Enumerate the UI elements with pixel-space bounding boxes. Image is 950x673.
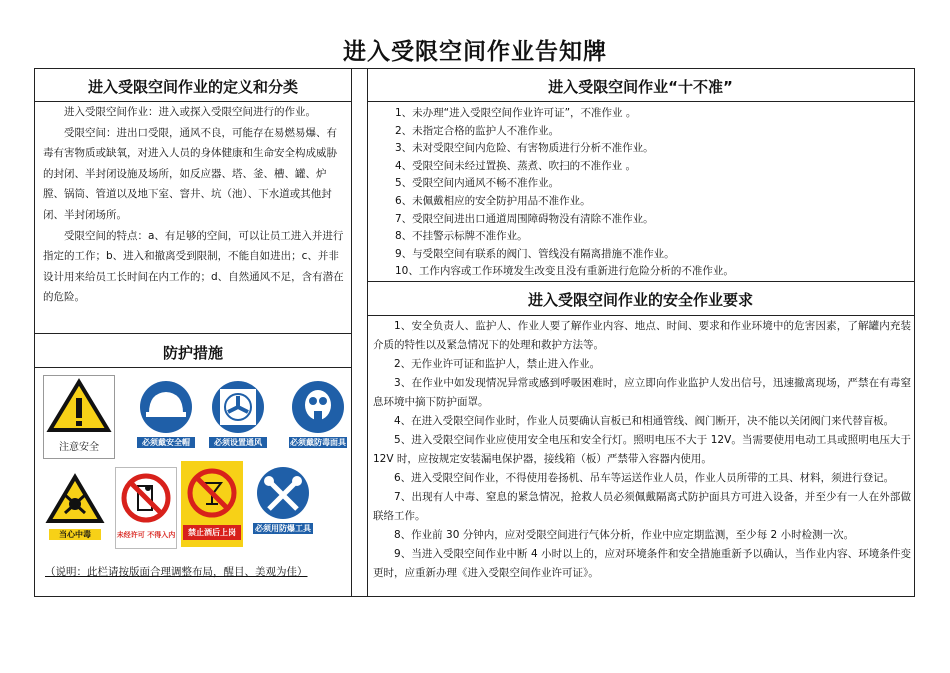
caution-sign bbox=[43, 375, 115, 459]
definition-heading: 进入受限空间作业的定义和分类 bbox=[87, 78, 298, 96]
requirement-item: 7、出现有人中毒、窒息的紧急情况，抢救人员必须佩戴隔离式防护面具方可进入设备，并至少有一人在外部做联络工作。 bbox=[373, 491, 911, 522]
no-entry-sign bbox=[115, 467, 177, 549]
no-alcohol-icon bbox=[181, 461, 243, 521]
definition-text bbox=[43, 102, 347, 308]
requirements-text bbox=[373, 317, 911, 583]
requirement-item: 9、当进入受限空间作业中断 4 小时以上的，应对环境条件和安全措施重新予以确认，当作业内容、环境条件变更时，应重新办理《进入受限空间作业许可证》。 bbox=[373, 548, 911, 579]
list-item: 5、受限空间内通风不畅不准作业。 bbox=[395, 177, 560, 190]
right-section-rule bbox=[367, 281, 914, 282]
gas-mask-caption: 必须戴防毒面具 bbox=[290, 438, 346, 447]
ten-prohibitions-heading: 进入受限空间作业“十不准” bbox=[548, 78, 733, 96]
fan-icon bbox=[209, 379, 267, 435]
helmet-caption: 必须戴安全帽 bbox=[137, 437, 195, 448]
ten-prohibitions-list bbox=[395, 105, 905, 281]
requirement-item: 5、进入受限空间作业应使用安全电压和安全行灯。照明电压不大于 12V。当需要使用电动工具或照明电压大于 12V 时，应按规定安装漏电保护器，接线箱（板）严禁带入容器内使用。 bbox=[373, 434, 911, 465]
helmet-icon bbox=[137, 379, 195, 435]
caution-caption: 注意安全 bbox=[59, 442, 99, 453]
list-item: 4、受限空间未经过置换、蒸煮、吹扫的不准作业 。 bbox=[395, 159, 637, 172]
poison-sign bbox=[45, 471, 105, 543]
page-title: 进入受限空间作业告知牌 bbox=[343, 39, 607, 65]
column-divider-right bbox=[367, 69, 368, 596]
list-item: 1、未办理“进入受限空间作业许可证”，不准作业 。 bbox=[395, 107, 637, 119]
requirement-item: 1、安全负责人、监护人、作业人要了解作业内容、地点、时间、要求和作业环境中的危害因素，了解罐内充装介质的特性以及紧急情况下的处理和救护方法等。 bbox=[373, 320, 911, 351]
wrench-icon bbox=[253, 465, 313, 521]
helmet-sign bbox=[137, 379, 195, 451]
requirement-item: 2、无作业许可证和监护人，禁止进入作业。 bbox=[394, 358, 601, 370]
list-item: 7、受限空间进出口通道周围障碍物没有清除不准作业。 bbox=[395, 212, 654, 225]
no-entry-caption: 未经许可 不得入内 bbox=[116, 531, 176, 539]
list-item: 10、工作内容或工作环境发生改变且没有重新进行危险分析的不准作业。 bbox=[395, 265, 734, 278]
requirement-item: 6、进入受限空间作业，不得使用卷扬机、吊车等运送作业人员，作业人员所带的工具、材料，须进行登记。 bbox=[394, 472, 895, 484]
definition-paragraph: 受限空间的特点：a、有足够的空间，可以让员工进入并进行指定的工作；b、进入和撤离受到限制，不能自如进出；c、并非设计用来给员工长时间在内工作的；d、自然通风不足，含有潜在的危险。 bbox=[43, 229, 344, 304]
list-item: 6、未佩戴相应的安全防护用品不准作业。 bbox=[395, 194, 591, 207]
no-alcohol-sign bbox=[181, 461, 243, 547]
list-item: 2、未指定合格的监护人不准作业。 bbox=[395, 124, 560, 137]
list-item: 3、未对受限空间内危险、有害物质进行分析不准作业。 bbox=[395, 142, 654, 155]
requirement-item: 4、在进入受限空间作业时，作业人员要确认盲板已和相通管线、阀门断开，决不能以关闭阀门来代替盲板。 bbox=[394, 415, 895, 427]
no-entry-icon bbox=[116, 468, 176, 526]
no-alcohol-caption: 禁止酒后上岗 bbox=[183, 525, 241, 540]
requirement-item: 8、作业前 30 分钟内，应对受限空间进行气体分析，作业中应定期监测，至少每 2 小时检测一次。 bbox=[394, 529, 855, 541]
warning-triangle-icon bbox=[44, 376, 114, 436]
ventilation-caption: 必须设置通风 bbox=[209, 437, 267, 448]
protection-heading: 防护措施 bbox=[162, 344, 223, 362]
poison-caption: 当心中毒 bbox=[49, 529, 101, 540]
gas-mask-sign bbox=[289, 379, 347, 451]
left-section-rule bbox=[35, 333, 352, 334]
req-header-rule bbox=[367, 315, 914, 316]
definition-paragraph: 进入受限空间作业：进入或探入受限空间进行的作业。 bbox=[64, 106, 316, 118]
right-header-rule bbox=[367, 101, 914, 102]
definition-paragraph: 受限空间：进出口受限，通风不良，可能存在易燃易爆、有毒有害物质或缺氧，对进入人员的身体健康和生命安全构成威胁的封闭、半封闭设施及场所，如反应器、塔、釜、槽、罐、炉膛、锅筒、管道以及地下室、窨井、坑（池）、下水道或其他封闭、半封闭场所。 bbox=[43, 126, 337, 221]
tools-caption: 必须用防爆工具 bbox=[255, 524, 311, 533]
requirements-heading: 进入受限空间作业的安全作业要求 bbox=[527, 291, 753, 309]
poison-triangle-icon bbox=[45, 471, 105, 525]
layout-note: （说明：此栏请按版面合理调整布局，醒目、美观为佳） bbox=[45, 566, 308, 578]
tools-sign bbox=[253, 465, 313, 543]
ventilation-sign bbox=[209, 379, 267, 451]
safety-signs bbox=[41, 371, 346, 566]
protection-header-rule bbox=[35, 367, 352, 368]
list-item: 8、不挂警示标牌不准作业。 bbox=[395, 230, 528, 243]
list-item: 9、与受限空间有联系的阀门、管线没有隔离措施不准作业。 bbox=[395, 247, 675, 260]
requirement-item: 3、在作业中如发现情况异常或感到呼吸困难时，应立即向作业监护人发出信号，迅速撤离现场，严禁在有毒窒息环境中摘下防护面罩。 bbox=[373, 377, 911, 408]
gas-mask-icon bbox=[289, 379, 347, 435]
notice-board bbox=[34, 68, 915, 597]
